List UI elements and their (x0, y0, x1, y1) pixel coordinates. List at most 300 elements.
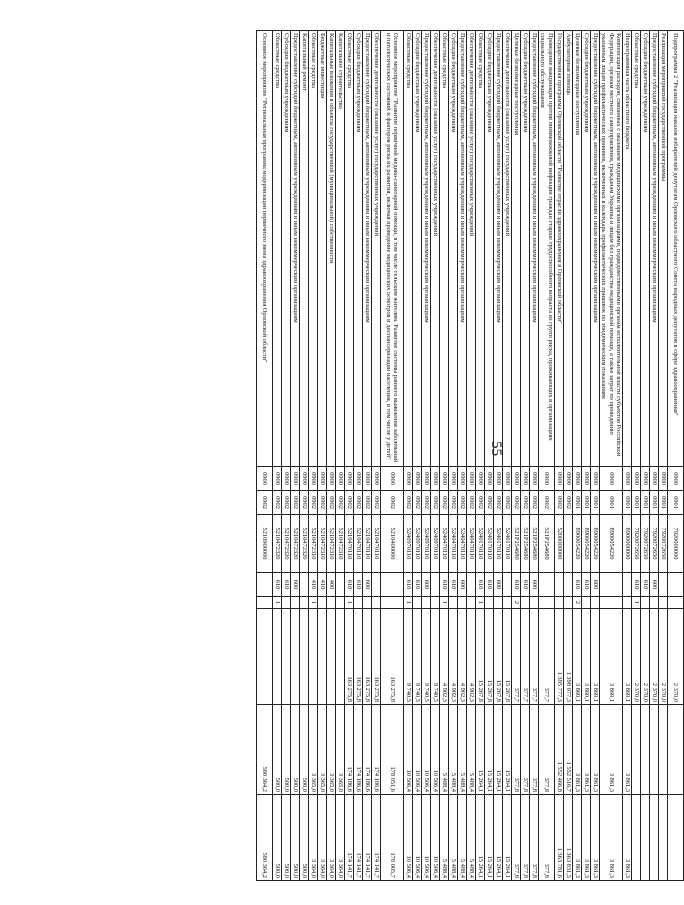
amount-col2-cell (632, 705, 641, 795)
section-code-cell: 0902 (372, 491, 381, 515)
row-name-cell: Обеспечение деятельности (оказание услуг) государственных учреждений (503, 31, 512, 467)
section-code-cell: 0902 (467, 491, 476, 515)
table-row (449, 31, 458, 881)
table-row (641, 31, 650, 881)
amount-col3-cell: 1 363 831,5 (564, 795, 573, 881)
expense-type-cell (257, 573, 273, 597)
ministry-code-cell: 0900 (291, 467, 300, 491)
row-name-cell: Основное мероприятие "Развитие первичной медико-санитарной помощи, в том числе сельским жителям. Развитие системы раннего выявления заболеваний и патологических состояний и факторов риска их развития, включая проведение медицинских осмотров и диспансеризации населения, в том числе у детей" (381, 31, 404, 467)
amount-col3-cell: 5 488,4 (458, 795, 467, 881)
table-row (485, 31, 494, 881)
target-article-cell (564, 515, 573, 573)
funding-source-cell: 2 (512, 597, 521, 609)
amount-col1-cell: 163 275,8 (354, 609, 363, 705)
funding-source-cell (494, 597, 503, 609)
row-name-cell: Предоставление субсидий бюджетным, автономным учреждениям и иным некоммерческим организациям (494, 31, 503, 467)
table-row (632, 31, 641, 881)
amount-col2-cell: 174 186,6 (345, 705, 354, 795)
table-row (404, 31, 413, 881)
amount-col3-cell (659, 795, 668, 881)
target-article-cell: 521P254680 (539, 515, 555, 573)
expense-type-cell: 610 (632, 573, 641, 597)
amount-col3-cell: 15 264,1 (485, 795, 494, 881)
row-name-cell: Субсидии бюджетным учреждениям (354, 31, 363, 467)
ministry-code-cell: 0900 (521, 467, 530, 491)
row-name-cell: Субсидии бюджетным учреждениям (582, 31, 591, 467)
table-row (623, 31, 632, 881)
table-row (564, 31, 573, 881)
funding-source-cell (354, 597, 363, 609)
target-article-cell: 5240970110 (431, 515, 440, 573)
funding-source-cell (539, 597, 555, 609)
ministry-code-cell: 0900 (641, 467, 650, 491)
amount-col2-cell: 15 264,1 (476, 705, 485, 795)
table-row (476, 31, 485, 881)
amount-col1-cell (336, 609, 345, 705)
ministry-code-cell: 0900 (273, 467, 282, 491)
amount-col2-cell: 174 186,6 (372, 705, 381, 795)
row-name-cell: Основное мероприятие "Региональная программа модернизации первичного звена здравоохранения Орловской области" (257, 31, 273, 467)
target-article-cell: 5210470110 (345, 515, 354, 573)
ministry-code-cell: 0900 (512, 467, 521, 491)
expense-type-cell (467, 573, 476, 597)
expense-type-cell (431, 573, 440, 597)
section-code-cell: 0902 (404, 491, 413, 515)
section-code-cell: 0902 (422, 491, 431, 515)
funding-source-cell (282, 597, 291, 609)
section-code-cell: 0902 (564, 491, 573, 515)
amount-col1-cell (282, 609, 291, 705)
row-name-cell: Предоставление субсидий бюджетным, автономным учреждениям и иным некоммерческим организациям (422, 31, 431, 467)
table-row (650, 31, 659, 881)
amount-col3-cell (641, 795, 650, 881)
target-article-cell: 5240970110 (404, 515, 413, 573)
expense-type-cell: 600 (458, 573, 467, 597)
amount-col1-cell: 377,7 (512, 609, 521, 705)
expense-type-cell: 610 (485, 573, 494, 597)
expense-type-cell (539, 573, 555, 597)
funding-source-cell: 1 (440, 597, 449, 609)
amount-col2-cell: 3 861,3 (623, 705, 632, 795)
budget-table-body (257, 31, 684, 881)
amount-col2-cell: 1 552 466,8 (555, 705, 564, 795)
table-row (440, 31, 449, 881)
amount-col2-cell: 5 488,4 (449, 705, 458, 795)
row-name-cell: Предоставление субсидий бюджетным, автономным учреждениям и иным некоммерческим организациям (363, 31, 372, 467)
amount-col1-cell (318, 609, 327, 705)
expense-type-cell: 610 (345, 573, 354, 597)
funding-source-cell (300, 597, 309, 609)
row-name-cell: Обеспечение деятельности (оказание услуг) государственных учреждений (372, 31, 381, 467)
amount-col3-cell (632, 795, 641, 881)
ministry-code-cell: 0900 (336, 467, 345, 491)
amount-col1-cell: 163 275,8 (363, 609, 372, 705)
amount-col3-cell: 500,0 (291, 795, 300, 881)
row-name-cell: Областные средства (476, 31, 485, 467)
ministry-code-cell: 0900 (363, 467, 372, 491)
target-article-cell: 8900000000 (623, 515, 632, 573)
row-name-cell: Компенсация расходов, связанных с оказанием медицинскими организациями, подведомственными органам исполнительной власти субъектов Российской Федерации, органам местного самоуправления, гражданам Украины и лицам без гражданства медицинской помощи, а также затрат по проведению указанным лицам профилактических прививок, включенных в календарь профилактических прививок по эпидемическим показаниям (600, 31, 623, 467)
target-article-cell: 5210472310 (318, 515, 327, 573)
amount-col1-cell: 15 267,8 (494, 609, 503, 705)
target-article-cell: 8900054220 (573, 515, 582, 573)
section-code-cell: 0902 (336, 491, 345, 515)
funding-source-cell (485, 597, 494, 609)
table-row (600, 31, 623, 881)
amount-col3-cell: 500,0 (273, 795, 282, 881)
target-article-cell: 5210400000 (381, 515, 404, 573)
table-row (521, 31, 530, 881)
row-name-cell: Государственная программа Орловской области "Развитие отрасли здравоохранения в Орловской области" (555, 31, 564, 467)
row-name-cell: Субсидии бюджетным учреждениям (449, 31, 458, 467)
amount-col2-cell: 15 264,1 (485, 705, 494, 795)
section-code-cell: 0902 (530, 491, 539, 515)
amount-col3-cell: 15 264,1 (494, 795, 503, 881)
target-article-cell: 7920072650 (632, 515, 641, 573)
ministry-code-cell: 0900 (282, 467, 291, 491)
funding-source-cell (449, 597, 458, 609)
table-row (530, 31, 539, 881)
amount-col3-cell: 5 488,4 (449, 795, 458, 881)
funding-source-cell (422, 597, 431, 609)
table-row (512, 31, 521, 881)
funding-source-cell: 1 (476, 597, 485, 609)
section-code-cell: 0902 (512, 491, 521, 515)
amount-col2-cell (641, 705, 650, 795)
amount-col3-cell: 377,8 (530, 795, 539, 881)
section-code-cell: 0901 (641, 491, 650, 515)
expense-type-cell (659, 573, 668, 597)
row-name-cell: Областные средства (404, 31, 413, 467)
amount-col1-cell: 3 860,1 (591, 609, 600, 705)
ministry-code-cell: 0900 (659, 467, 668, 491)
section-code-cell: 0902 (458, 491, 467, 515)
expense-type-cell: 610 (512, 573, 521, 597)
expense-type-cell (336, 573, 345, 597)
funding-source-cell: 1 (632, 597, 641, 609)
section-code-cell: 0901 (668, 491, 684, 515)
row-name-cell: Областные средства (632, 31, 641, 467)
expense-type-cell: 610 (521, 573, 530, 597)
target-article-cell: 5210472310 (327, 515, 336, 573)
funding-source-cell (641, 597, 650, 609)
target-article-cell: 5210472320 (291, 515, 300, 573)
section-code-cell: 0902 (363, 491, 372, 515)
amount-col2-cell: 3 861,3 (600, 705, 623, 795)
target-article-cell: 7920000000 (668, 515, 684, 573)
amount-col3-cell: 3 364,0 (327, 795, 336, 881)
table-row (354, 31, 363, 881)
amount-col2-cell: 5 488,4 (458, 705, 467, 795)
target-article-cell: 7920072650 (641, 515, 650, 573)
amount-col1-cell: 2 370,0 (641, 609, 650, 705)
ministry-code-cell: 0900 (623, 467, 632, 491)
amount-col1-cell (291, 609, 300, 705)
target-article-cell: 5240170110 (476, 515, 485, 573)
amount-col1-cell: 2 370,0 (650, 609, 659, 705)
expense-type-cell: 410 (309, 573, 318, 597)
ministry-code-cell: 0900 (440, 467, 449, 491)
section-code-cell: 0902 (539, 491, 555, 515)
amount-col3-cell: 377,8 (539, 795, 555, 881)
amount-col3-cell: 500,0 (300, 795, 309, 881)
target-article-cell: 5240970110 (422, 515, 431, 573)
funding-source-cell (659, 597, 668, 609)
target-article-cell: 5210472310 (336, 515, 345, 573)
amount-col2-cell: 3 861,3 (591, 705, 600, 795)
section-code-cell: 0901 (582, 491, 591, 515)
ministry-code-cell: 0900 (582, 467, 591, 491)
target-article-cell: 7920072650 (650, 515, 659, 573)
amount-col3-cell: 3 861,3 (582, 795, 591, 881)
section-code-cell: 0902 (431, 491, 440, 515)
expense-type-cell (600, 573, 623, 597)
amount-col1-cell: 9 740,5 (422, 609, 431, 705)
row-name-cell: Капитальный ремонт (300, 31, 309, 467)
ministry-code-cell: 0900 (530, 467, 539, 491)
funding-source-cell (600, 597, 623, 609)
ministry-code-cell: 0900 (467, 467, 476, 491)
section-code-cell: 0901 (632, 491, 641, 515)
ministry-code-cell: 0900 (573, 467, 582, 491)
amount-col1-cell: 1 398 077,3 (564, 609, 573, 705)
amount-col3-cell: 5 488,4 (440, 795, 449, 881)
ministry-code-cell: 0900 (458, 467, 467, 491)
amount-col2-cell: 580 364,2 (257, 705, 273, 795)
amount-col3-cell: 1 363 781,6 (555, 795, 564, 881)
ministry-code-cell: 0900 (422, 467, 431, 491)
amount-col1-cell: 4 902,3 (467, 609, 476, 705)
funding-source-cell (363, 597, 372, 609)
section-code-cell: 0901 (573, 491, 582, 515)
page-number: 55 (488, 441, 504, 456)
amount-col1-cell: 15 267,8 (503, 609, 512, 705)
row-name-cell: Предоставление субсидий бюджетным, автономным учреждениям и иным некоммерческим организациям (291, 31, 300, 467)
expense-type-cell: 600 (363, 573, 372, 597)
table-row (318, 31, 327, 881)
amount-col1-cell: 377,7 (539, 609, 555, 705)
amount-col1-cell (273, 609, 282, 705)
expense-type-cell: 610 (641, 573, 650, 597)
target-article-cell: 521P254680 (512, 515, 521, 573)
amount-col2-cell: 10 506,4 (431, 705, 440, 795)
funding-source-cell: 1 (404, 597, 413, 609)
funding-source-cell: 1 (273, 597, 282, 609)
amount-col1-cell: 2 370,0 (632, 609, 641, 705)
table-row (431, 31, 440, 881)
row-name-cell: Субсидии бюджетным учреждениям (521, 31, 530, 467)
expense-type-cell (623, 573, 632, 597)
expense-type-cell: 600 (650, 573, 659, 597)
table-row (555, 31, 564, 881)
ministry-code-cell: 0900 (372, 467, 381, 491)
amount-col3-cell: 10 506,4 (413, 795, 422, 881)
expense-type-cell: 600 (494, 573, 503, 597)
amount-col3-cell: 5 488,4 (467, 795, 476, 881)
target-article-cell: 5210472310 (309, 515, 318, 573)
section-code-cell: 0901 (650, 491, 659, 515)
target-article-cell: 5210900000 (257, 515, 273, 573)
expense-type-cell (503, 573, 512, 597)
section-code-cell: 0902 (273, 491, 282, 515)
amount-col2-cell: 377,8 (530, 705, 539, 795)
section-code-cell: 0902 (345, 491, 354, 515)
amount-col2-cell: 5 488,4 (440, 705, 449, 795)
ministry-code-cell: 0900 (354, 467, 363, 491)
budget-table (256, 30, 684, 881)
ministry-code-cell: 0900 (404, 467, 413, 491)
expense-type-cell: 610 (282, 573, 291, 597)
row-name-cell: Целевые безвозмездные поступления (573, 31, 582, 467)
amount-col3-cell: 377,8 (521, 795, 530, 881)
amount-col3-cell: 174 141,7 (372, 795, 381, 881)
table-row (257, 31, 273, 881)
row-name-cell: Областные средства (440, 31, 449, 467)
amount-col2-cell: 174 186,6 (354, 705, 363, 795)
target-article-cell: 8900054220 (582, 515, 591, 573)
amount-col2-cell: 10 506,4 (422, 705, 431, 795)
expense-type-cell: 610 (582, 573, 591, 597)
ministry-code-cell: 0900 (431, 467, 440, 491)
table-row (381, 31, 404, 881)
amount-col2-cell: 500,0 (291, 705, 300, 795)
row-name-cell: Непрограммная часть областного бюджета (623, 31, 632, 467)
amount-col2-cell: 377,8 (539, 705, 555, 795)
target-article-cell: 5240170110 (503, 515, 512, 573)
row-name-cell: Предоставление субсидий бюджетным, автономным учреждениям и иным некоммерческим организациям (650, 31, 659, 467)
amount-col3-cell: 174 141,7 (354, 795, 363, 881)
amount-col2-cell: 3 861,3 (573, 705, 582, 795)
table-row (503, 31, 512, 881)
amount-col1-cell: 4 902,3 (440, 609, 449, 705)
row-name-cell: Субсидии бюджетным учреждениям (413, 31, 422, 467)
section-code-cell: 0901 (591, 491, 600, 515)
ministry-code-cell: 0900 (600, 467, 623, 491)
amount-col2-cell (650, 705, 659, 795)
amount-col1-cell (257, 609, 273, 705)
ministry-code-cell: 0900 (591, 467, 600, 491)
funding-source-cell (372, 597, 381, 609)
table-row (336, 31, 345, 881)
table-row (413, 31, 422, 881)
row-name-cell: Областные средства (309, 31, 318, 467)
amount-col2-cell: 178 051,6 (381, 705, 404, 795)
target-article-cell: 8900054220 (591, 515, 600, 573)
ministry-code-cell: 0900 (327, 467, 336, 491)
row-name-cell: Подпрограмма 2 "Реализация наказов избирателей депутатам Орловского областного Совета народных депутатов в сфере здравоохранения" (668, 31, 684, 467)
target-article-cell: 5200000000 (555, 515, 564, 573)
target-article-cell: 7920072650 (659, 515, 668, 573)
funding-source-cell (318, 597, 327, 609)
target-article-cell: 5210470110 (372, 515, 381, 573)
row-name-cell: Реализация мероприятий государственной программы (659, 31, 668, 467)
amount-col1-cell: 9 740,5 (431, 609, 440, 705)
expense-type-cell (555, 573, 564, 597)
ministry-code-cell: 0900 (309, 467, 318, 491)
target-article-cell: 5240170110 (485, 515, 494, 573)
funding-source-cell: 2 (573, 597, 582, 609)
amount-col3-cell: 3 364,0 (336, 795, 345, 881)
amount-col2-cell: 10 506,4 (404, 705, 413, 795)
ministry-code-cell: 0900 (632, 467, 641, 491)
ministry-code-cell: 0900 (345, 467, 354, 491)
target-article-cell: 5210472320 (273, 515, 282, 573)
row-name-cell: Областные средства (345, 31, 354, 467)
expense-type-cell: 610 (404, 573, 413, 597)
funding-source-cell (458, 597, 467, 609)
ministry-code-cell: 0900 (476, 467, 485, 491)
row-name-cell: Субсидии бюджетным учреждениям (282, 31, 291, 467)
ministry-code-cell: 0900 (449, 467, 458, 491)
amount-col1-cell: 9 740,5 (404, 609, 413, 705)
expense-type-cell (300, 573, 309, 597)
expense-type-cell: 610 (573, 573, 582, 597)
amount-col1-cell: 15 267,8 (485, 609, 494, 705)
amount-col3-cell: 3 364,0 (309, 795, 318, 881)
row-name-cell: Предоставление субсидий бюджетным, автономным учреждениям и иным некоммерческим организациям (591, 31, 600, 467)
section-code-cell: 0902 (327, 491, 336, 515)
section-code-cell: 0901 (600, 491, 623, 515)
amount-col3-cell: 3 861,3 (573, 795, 582, 881)
amount-col2-cell: 3 365,0 (327, 705, 336, 795)
funding-source-cell (582, 597, 591, 609)
amount-col3-cell: 10 506,4 (404, 795, 413, 881)
expense-type-cell: 400 (327, 573, 336, 597)
expense-type-cell: 600 (591, 573, 600, 597)
table-row (494, 31, 503, 881)
amount-col2-cell: 5 488,4 (467, 705, 476, 795)
amount-col3-cell: 3 861,3 (591, 795, 600, 881)
funding-source-cell (555, 597, 564, 609)
ministry-code-cell: 0900 (318, 467, 327, 491)
section-code-cell: 0901 (659, 491, 668, 515)
table-row (300, 31, 309, 881)
section-code-cell: 0902 (494, 491, 503, 515)
amount-col1-cell: 4 902,3 (458, 609, 467, 705)
funding-source-cell (336, 597, 345, 609)
amount-col1-cell: 163 275,8 (381, 609, 404, 705)
row-name-cell: Субсидии бюджетным учреждениям (641, 31, 650, 467)
funding-source-cell (467, 597, 476, 609)
table-row (467, 31, 476, 881)
row-name-cell: Субсидии бюджетным учреждениям (485, 31, 494, 467)
expense-type-cell: 610 (413, 573, 422, 597)
section-code-cell: 0902 (300, 491, 309, 515)
table-row (573, 31, 582, 881)
table-row (458, 31, 467, 881)
funding-source-cell (327, 597, 336, 609)
table-row (659, 31, 668, 881)
amount-col1-cell (300, 609, 309, 705)
amount-col3-cell (668, 795, 684, 881)
amount-col3-cell: 580 364,2 (257, 795, 273, 881)
section-code-cell: 0902 (485, 491, 494, 515)
amount-col2-cell: 3 365,0 (309, 705, 318, 795)
amount-col3-cell: 3 364,0 (318, 795, 327, 881)
amount-col3-cell: 174 141,7 (345, 795, 354, 881)
row-name-cell: Обеспечение деятельности (оказание услуг) государственных учреждений (467, 31, 476, 467)
amount-col3-cell: 10 506,4 (422, 795, 431, 881)
amount-col3-cell: 15 264,1 (503, 795, 512, 881)
expense-type-cell: 600 (291, 573, 300, 597)
amount-col2-cell: 174 186,6 (363, 705, 372, 795)
table-row (363, 31, 372, 881)
expense-type-cell: 610 (440, 573, 449, 597)
target-article-cell: 5240170110 (494, 515, 503, 573)
amount-col1-cell: 3 860,1 (582, 609, 591, 705)
section-code-cell: 0902 (291, 491, 300, 515)
table-row (345, 31, 354, 881)
